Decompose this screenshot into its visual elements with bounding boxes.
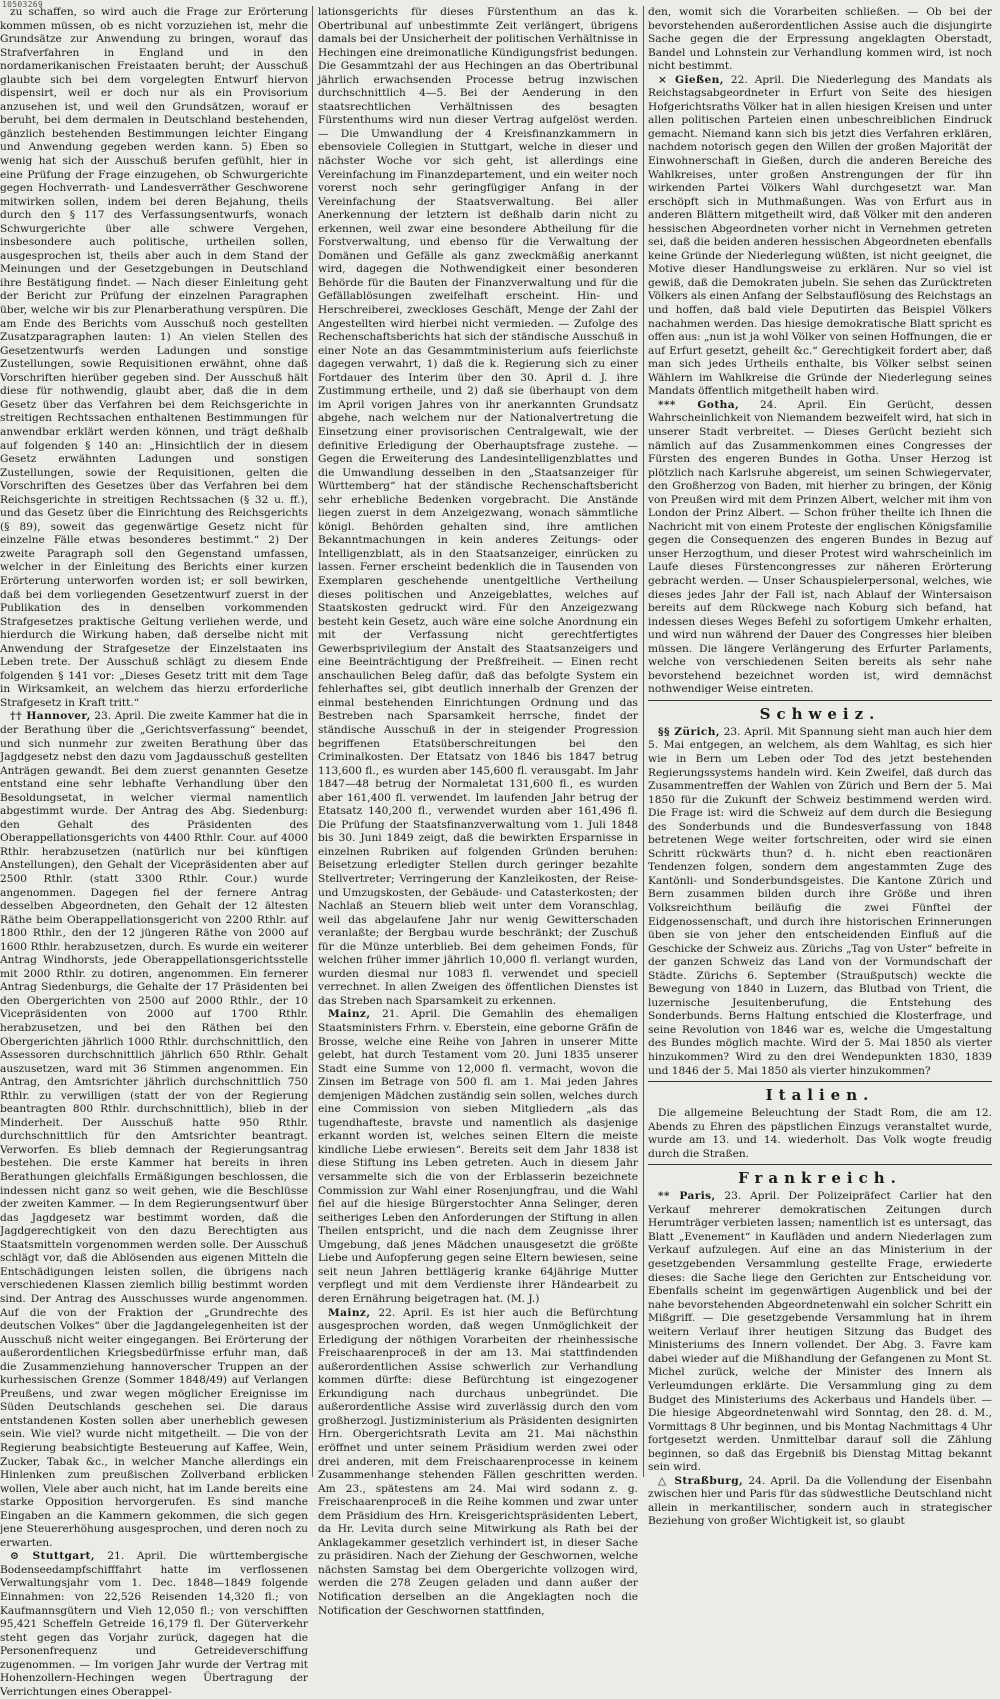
dateline: ** Paris, [658,1190,716,1203]
dateline: *** Gotha, [658,398,740,411]
dateline: ⊙ Stuttgart, [10,1550,95,1563]
column-3 [648,6,993,1528]
column-divider [312,6,313,1477]
article-text: lationsgerichts für dieses Fürstenthum an das k. Obertribunal auf unbestimmte Zeit verlängert, übrigens damals bei der Unsicherheit der politischen Verhältnisse in Hechingen eine dreimonatliche Kündigungsfrist bedungen. Die Gesammtzahl der aus Hechingen an das Obertribunal jährlich erwachsenden Processe betrug inzwischen durchschnittlich 4—5. Bei der Aenderung in den staatsrechtlichen Verhältnissen des besagten Fürstenthums wird nun dieser Vertrag aufgelöst werden. — Die Umwandlung der 4 Kreisfinanzkammern in ebensoviele Collegien in Stuttgart, welche in dieser und nächster Woche vor sich geht, ist allerdings eine Vereinfachung im Finanzdepartement, und ein weiter noch vorerst noch sehr geringfügiger Anfang in der Vereinfachung der Staatsverwaltung. Bei aller Anerkennung der letztern ist deßhalb darin nicht zu erkennen, weil zwar eine besondere Abtheilung für die Forstverwaltung, und ebenso für die Verwaltung der Domänen und Gefälle als ganz zweckmäßig anerkannt wird, dagegen die Nothwendigkeit einer besonderen Behörde für die Bauten der Finanzverwaltung und für die Gefällablösungen zweifelhaft erscheint. Hin- und Herschreiberei, zweckloses Geschäft, Menge der Zahl der Angestellten wird hierbei nicht vermieden. — Zufolge des Rechenschaftsberichts hat sich der ständische Ausschuß in einer Note an das Gesammtministerium aufs feierlichste dagegen verwahrt, 1) daß die k. Regierung sich zu einer Fortdauer des Interim über den 30. April d. J. ihre Zustimmung ertheile, und 2) daß sie überhaupt von dem im April vorigen Jahres von ihr anerkannten Grundsatz abgehe, nach welchem nur der Nationalvertretung die Einsetzung einer provisorischen Centralgewalt, wie der definitive Erledigung der Oberhauptsfrage zustehe. — Gegen die Erweiterung des Landesintelligenzblattes und die Umwandlung desselben in den „Staatsanzeiger für Württemberg“ hat der ständische Rechenschaftsbericht sehr erhebliche Bedenken vorgebracht. Die Anstände liegen zuerst in dem Anzeigezwang, wonach sämmtliche königl. Behörden gehalten sind, ihre amtlichen Bekanntmachungen in kein anderes Zeitungs- oder Intelligenzblatt, als in den Staatsanzeiger, einrücken zu lassen. Ferner erscheint bedenklich die in Tausenden von Exemplaren geschehende unentgeltliche Vertheilung dieses politischen und Anzeigeblattes, welches auf Staatskosten gedruckt wird. Für den Anzeigezwang besteht kein Gesetz, auch wäre eine solche Anordnung ein mit der Verfassung nicht gerechtfertigtes Gewerbsprivilegium der Anstalt des Staatsanzeigers und eine Beeinträchtigung der Preßfreiheit. — Einen recht anschaulichen Beleg dafür, daß das befolgte System ein fehlerhaftes sei, gibt deutlich innerhalb der Grenzen der einmal bestehenden Einrichtungen Ordnung und das Bestreben nach Sparsamkeit herrsche, findet der ständische Ausschuß in der in steigender Progression begriffenen Etatsüberschreitungen bei den Criminalkosten. Der Etatsatz von 1846 bis 1847 betrug 113,600 fl., es wurden aber 145,600 fl. verausgabt. Im Jahr 1847—48 betrug der Normaletat 131,600 fl., es wurden aber 161,400 fl. verwendet. Im laufenden Jahr betrug der Etatsatz 140,200 fl., verwendet wurden aber 161,496 fl. Die Prüfung der Staatsfinanzverwaltung vom 1. Juli 1848 bis 30. Juni 1849 zeigt, daß die bewirkten Ersparnisse in einzelnen Rubriken auf folgenden Gründen beruhen: Beisetzung erledigter Stellen durch geringer bezahlte Stellvertreter; Verringerung der Kanzleikosten, der Reise- und Umzugskosten, der Gebäude- und Catasterkosten; der Nachlaß an Steuern blieb weit unter dem Voranschlag, weil das abgelaufene Jahr nur wenig Gewitterschaden veranlaßte; der Bergbau wurde beschränkt; der Zuschuß für die Münze unterblieb. Bei dem geheimen Fonds, für welchen früher immer jährlich 10,000 fl. verlangt wurden, wurden diesmal nur 1083 fl. verwendet und speciell verrechnet. In allen Zweigen des öffentlichen Dienstes ist das Streben nach Sparsamkeit zu erkennen. [318,6,638,1007]
section-rule [648,1081,992,1082]
article-paragraph [648,6,992,74]
article-text: 21. April. Die Gemahlin des ehemaligen Staatsministers Frhrn. v. Eberstein, eine geborne Gräfin de Brosse, welche eine Reihe von Jahren in unserer Mitte gelebt, hat durch Testament vom 20. Juni 1835 unserer Stadt eine Summe von 12,000 fl. vermacht, wovon die Zinsen im Betrage von 500 fl. am 1. Mai jeden Jahres demjenigen Mädchen zuständig sein sollen, welches durch eine Commission von sieben Mitgliedern „als das tugendhafteste, bravste und namentlich als dasjenige erkannt worden ist, welches seinen Eltern die meiste kindliche Liebe erwiesen“. Bereits seit dem Jahr 1838 ist diese Stiftung ins Leben getreten. Auch in diesem Jahr versammelte sich die von der Erblasserin bezeichnete Commission zur Wahl einer Rosenjungfrau, und die Wahl fiel auf die hiesige Bürgerstochter Anna Selinger, deren seitheriges Leben den Anforderungen der Stiftung in allen Theilen entspricht, und die nach dem Zeugnisse ihrer Umgebung, daß jenes Mädchen unausgesetzt die größte Liebe und Aufopferung gegen seine Eltern bewiesen, seine seit neun Jahren bettlägerig kranke 64jährige Mutter verpflegt und mit dem Verdienste ihrer Händearbeit zu deren Ernährung beigetragen hat. (M. J.) [318,1008,638,1305]
column-2 [318,6,638,1617]
article-text: den, womit sich die Vorarbeiten schließen. — Ob bei der bevorstehenden außerordentlichen Assise auch die disjungirte Sache gegen die der Erpressung angeklagten Oberstadt, Bandel und Lohnstein zur Verhandlung kommen wird, ist noch nicht bestimmt. [648,6,992,73]
archive-stamp: 10503269 [2,0,43,9]
dateline: △ Straßburg, [658,1474,744,1487]
article-text: 21. April. Die württembergische Bodenseedampfschifffahrt hatte im verflossenen Verwaltungsjahr vom 1. Dec. 1848—1849 folgende Einnahmen: von 22,526 Reisenden 14,320 fl.; von Kaufmannsgütern und Vieh 12,050 fl.; von verschifften 95,421 Scheffeln Getreide 16,179 fl. Der Güterverkehr steht gegen das Vorjahr zurück, dagegen hat die Personenfrequenz und Getreideverschiffung zugenommen. — Im vorigen Jahr wurde der Vertrag mit Hohenzollern-Hechingen wegen Übertragung der Verrichtungen eines Oberappel- [0,1550,308,1698]
dateline: Mainz, [328,1306,371,1319]
article-paragraph [318,1307,638,1619]
article-text: 24. April. Da die Vollendung der Eisenbahn zwischen hier und Paris für das südwestliche Deutschland nicht allein in merkantilischer, sondern auch in strategischer Beziehung von großer Wichtigkeit ist, so glaubt [648,1474,992,1528]
article-paragraph [648,1107,992,1161]
columns-container [0,6,996,1698]
article-text: 23. April. Die zweite Kammer hat die in der Berathung über die „Gerichtsverfassung“ beendet, und sich nunmehr zur zweiten Berathung über das Jagdgesetz nebst den dazu vom Jagdausschuß gestellten Anträgen gewandt. Bei dem zuerst genannten Gesetze entstand eine sehr lebhafte Verhandlung über den Besoldungsetat, in welcher viermal namentlich abgestimmt wurde. Der Antrag des Abg. Siedenburg: den Gehalt des Präsidenten des Oberappellationsgerichts von 4400 Rthlr. Cour. auf 4000 Rthlr. herabzusetzen (natürlich nur bei künftigen Anstellungen), den Gehalt der Vicepräsidenten aber auf 2500 Rthlr. (statt 3300 Rthlr. Cour.) wurde angenommen. Dagegen fiel der fernere Antrag desselben Abgeordneten, den Gehalt der 12 ältesten Räthe beim Oberappellationsgericht von 2200 Rthlr. auf 1800 Rthlr., den der 12 jüngeren Räthe von 2000 auf 1600 Rthlr. herabzusetzen, durch. Es wurde ein weiterer Antrag Windhorsts, jede Oberappellationsgerichtsstelle mit 2000 Rthlr. zu dotiren, angenommen. Ein fernerer Antrag Siedenburgs, die Gehalte der 17 Präsidenten bei den Obergerichten von 2500 auf 2000 Rthlr., der 10 Vicepräsidenten von 2000 auf 1700 Rthlr. herabzusetzen, und bei den Räthen bei den Obergerichten jährlich 1000 Rthlr. durchschnittlich, den Assessoren durchschnittlich jährlich 650 Rthlr. Gehalt auszusetzen, ward mit 36 Stimmen angenommen. Ein Antrag, den Amtsrichter jährlich durchschnittlich 750 Rthlr. zu verwilligen (statt der von der Regierung beantragten 800 Rthlr. durchschnittlich), blieb in der Minderheit. Der Ausschuß hatte 950 Rthlr. durchschnittlich für den Amtsrichter beantragt. Verworfen. Es blieb demnach der Regierungsantrag bestehen. Die erste Kammer hat bereits in ihren Berathungen gleichfalls Ermäßigungen beschlossen, die indessen nicht ganz so weit gehen, wie die Beschlüsse der zweiten Kammer. — In dem Regierungsentwurf über das Jagdgesetz war bestimmt worden, daß die Jagdgerechtigkeit von den dazu Berechtigten aus Staatsmitteln vorgenommen werden solle. Der Ausschuß schlägt vor, daß die Ablösenden aus eigenen Mitteln die Entschädigungen leisten sollen, die übrigens nach verschiedenen Klassen ziemlich billig bestimmt worden sind. Der Antrag des Ausschusses wurde angenommen. Auf die von der Fraktion der „Grundrechte des deutschen Volkes“ über die Jagdangelegenheiten ist der Ausschuß nicht weiter eingegangen. Bei Erörterung der außerordentlichen Kriegsbedürfnisse erfuhr man, daß die Zusammenziehung hannoverscher Truppen an der kurhessischen Grenze (Sommer 1848/49) auf Verlangen Preußens, und zwar wegen möglicher Ereignisse im Süden Deutschlands geschehen sei. Die daraus entstandenen Kosten sollen aber unerheblich gewesen sein. Wie viel? wurde nicht mitgetheilt. — Die von der Regierung beabsichtigte Besteuerung auf Kaffee, Wein, Zucker, Tabak &c., in welcher Manche allerdings ein Hinlenken zum preußischen Zollverband erblicken wollen, Viele aber auch nicht, hat im Lande bereits eine starke Opposition hervorgerufen. Es sind manche Eingaben an die Kammern gekommen, die sich gegen jene Steuererhöhung ausgesprochen, und deren noch zu erwarten. [0,710,308,1549]
column-1 [0,6,308,1698]
article-paragraph [648,399,992,697]
article-paragraph [318,6,638,1008]
section-heading: Schweiz. [759,704,881,723]
article-paragraph [648,1190,992,1474]
article-paragraph [648,74,992,399]
dateline: × Gießen, [658,73,724,86]
article-text: 23. April. Der Polizeipräfect Carlier hat den Verkauf mehrerer demokratischen Zeitungen durch Herumträger verbieten lassen; namentlich ist es untersagt, das Blatt „Evenement“ in Kaufläden und andern Niederlagen zum Verkauf aufzulegen. Auf eine an das Ministerium in der gesetzgebenden Versammlung gestellte Frage, erwiederte dieses: die Sache liege den Gerichten zur Entscheidung vor. Ebenfalls scheint im gegenwärtigen Augenblick und bei der nahe bevorstehenden Abgeordnetenwahl ein solcher Schritt ein Mißgriff. — Die gesetzgebende Versammlung hat in ihrem weitern Verlauf ihrer heutigen Sitzung das Budget des Ministeriums des Innern vollendet. Der Abg. 3. Favre kam dabei wieder auf die Mißhandlung der Gefangenen zu Mont St. Michel zurück, welche der Minister des Innern als Verleumdungen erklärte. Die Versammlung ging zu dem Budget des Ministeriums des Ackerbaus und Handels über. — Die hiesige Abgeordnetenwahl wird Sonntag, den 28. d. M., Vormittags 8 Uhr beginnen, und bis Montag Nachmittags 4 Uhr fortgesetzt werden. Unmittelbar darauf soll die Zählung beginnen, so daß das Ergebniß bis Dienstag Mittag bekannt sein wird. [648,1190,993,1474]
article-paragraph [318,1008,638,1306]
section-rule [648,1164,992,1165]
article-paragraph [0,710,308,1550]
article-text: 23. April. Mit Spannung sieht man auch hier dem 5. Mai entgegen, an welchem, als dem Wahltag, es sich hier wie in Bern um Leben oder Tod des jetzt bestehenden Regierungssystems handeln wird. Kein Zweifel, daß durch das Zusammentreffen der Wahlen von Zürich und Bern der 5. Mai 1850 für die Zukunft der Schweiz bestimmend werden wird. Die Frage ist: wird die Schweiz auf dem durch die Besiegung des Sonderbunds und die Bundesverfassung von 1848 betretenen Wege weiter fortschreiten, oder wird sie einen Schritt rückwärts thun? d. h. nicht eben reactionären Tendenzen folgen, sondern dem angestammten Zuge des Kantönli- und Sonderbundsgeistes. Die Kantone Zürich und Bern zusammen bilden durch ihre Größe und ihren Volksreichthum beiläufig die zwei Fünftel der Eidgenossenschaft, und durch ihre historischen Erinnerungen üben sie von jeher den entscheidenden Einfluß auf die Geschicke der Schweiz aus. Zürichs „Tag von Uster“ befreite in der ganzen Schweiz das Land von der Vormundschaft der Städte. Zürichs 6. September (Straußputsch) weckte die Bewegung von 1840 in Luzern, das Blutbad von Trient, die luzernische Jesuitenberufung, die Entstehung des Sonderbunds. Berns Haltung entschied die Klosterfrage, und seine Revolution von 1846 war es, welche die Umgestaltung des Bundes möglich machte. Wird der 5. Mai 1850 als vierter hinzukommen? Wird zu den drei Wendepunkten 1830, 1839 und 1846 der 5. Mai 1850 als vierter hinzukommen? [648,725,993,1077]
article-paragraph [0,6,308,710]
article-paragraph [648,1475,992,1529]
article-text: 22. April. Die Niederlegung des Mandats als Reichstagsabgeordneter in Erfurt von Seite des hiesigen Hofgerichtsraths Völker hat in allen hiesigen Kreisen und unter allen politischen Parteien einen unbeschreiblichen Eindruck gemacht. Niemand kann sich bis jetzt dies Verfahren erklären, nachdem notorisch gegen den Willen der großen Majorität der Einwohnerschaft in Gießen, durch die anderen Bereiche des Wahlkreises, unter großen Anstrengungen der für ihn wirkenden Partei Völkers Wahl durchgesetzt war. Man erschöpft sich in Muthmaßungen. Was von Erfurt aus in anderen Blättern mitgetheilt wird, daß Völker mit den anderen hessischen Abgeordneten vorher nicht in Vernehmen getreten sei, daß die beiden anderen hessischen Abgeordneten ebenfalls keine Gründe der Niederlegung wüßten, ist nicht geeignet, die Motive dieser Handlungsweise zu erklären. Nur so viel ist gewiß, daß die Demokraten jubeln. Sie sehen das Zurücktreten Völkers als einen Anfang der Selbstauflösung des Reichstags an und hoffen, daß bald viele Deputirten das Beispiel Völkers nachahmen werden. Das hiesige demokratische Blatt spricht es offen aus: „nun ist ja wohl Völker von seinen Hoffnungen, die er auf Erfurt gesetzt, geheilt &c.“ Gerechtigkeit fordert aber, daß man sich jedes Urtheils enthalte, bis Völker selbst seinen Wählern im Wahlkreise die Gründe der Niederlegung seines Mandats öffentlich mitgetheilt haben wird. [648,73,992,398]
section-heading: Italien. [765,1086,875,1105]
dateline: Mainz, [328,1008,371,1021]
article-text: zu schaffen, so wird auch die Frage zur Erörterung kommen müssen, ob es nicht vorzuziehen ist, mehr die Grundsätze zur Anwendung zu bringen, worauf das Strafverfahren in England und in den nordamerikanischen Freistaaten beruht; der Ausschuß glaubte sich bei dem vorgelegten Entwurf hiervon dispensirt, weil er doch nur als ein Provisorium anzusehen ist, und weil den Grundsätzen, worauf er beruht, bei dem dermalen in Deutschland bestehenden, gänzlich bestehenden Bestimmungen leichter Eingang und Anwendung gegeben werden kann. 5) Eben so wenig hat sich der Ausschuß berufen gefühlt, hier in eine Prüfung der Frage einzugehen, ob Schwurgerichte gegen Hochverrath- und Landesverräther Geschworene mitwirken sollen, indem bei deren Bejahung, theils durch den § 117 des Verfassungsentwurfs, wonach Schwurgerichte über alle schwere Vergehen, insbesondere auch politische, urtheilen sollen, ausgesprochen ist, theils aber auch in dem Stand der Meinungen und der Gesetzgebungen in Deutschland ihre Bestätigung findet. — Nach dieser Einleitung geht der Bericht zur Prüfung der einzelnen Paragraphen über, welche wir bis zur Plenarberathung verspüren. Die am Ende des Berichts vom Ausschuß noch gestellten Zusatzparagraphen lauten: 1) An vielen Stellen des Gesetzentwurfs werden Ladungen und sonstige Zustellungen, sowie Requisitionen erwähnt, ohne daß Vorschriften hierüber gegeben sind. Der Ausschuß hält diese für nothwendig, glaubt aber, daß die in dem Gesetz über das Verfahren bei dem Reichsgerichte in streitigen Rechtssachen enthaltenen Bestimmungen für anwendbar erklärt werden können, und trägt deßhalb auf folgenden § 140 an: „Hinsichtlich der in diesem Gesetz erwähnten Ladungen und sonstigen Zustellungen, sowie der Requisitionen, gelten die Vorschriften des Gesetzes über das Verfahren bei dem Reichsgerichte in streitigen Rechtssachen (§ 32 u. ff.), und das Gesetz über die Einrichtung des Reichsgerichts (§ 89), soweit das gegenwärtige Gesetz nicht für einzelne Fälle etwas besonderes bestimmt.“ 2) Der zweite Paragraph soll den Gegenstand umfassen, welcher in der Einleitung des Berichts einer kurzen Erörterung unterworfen worden ist; er soll bewirken, daß bei dem vorliegenden Gesetzentwurf zuerst in der Publikation des in denselben vorkommenden Strafgesetzes praktische Geltung verliehen werde, und hierdurch die Wirkung haben, daß derselbe nicht mit Anwendung der Strafgesetze der Einzelstaaten ins Leben trete. Der Ausschuß schlägt zu diesem Ende folgenden § 141 vor: „Dieses Gesetz tritt mit dem Tage in Wirksamkeit, an welchem das hierzu erforderliche Strafgesetz in Kraft tritt.“ [0,6,308,709]
dateline: §§ Zürich, [658,725,720,738]
article-text: 22. April. Es ist hier auch die Befürchtung ausgesprochen worden, daß wegen Unmöglichkeit der Erledigung der nöthigen Vorarbeiten der rheinhessische Freischaarenproceß in der am 13. Mai stattfindenden außerordentlichen Assise schwerlich zur Verhandlung kommen dürfte: diese Befürchtung ist eingezogener Erkundigung nach durchaus unbegründet. Die außerordentliche Assise wird zuverlässig durch den vom großherzogl. Justizministerium als Präsidenten designirten Hrn. Obergerichtsrath Levita am 21. Mai nächsthin eröffnet und unter seinem Präsidium werden zwei oder drei anderen, mit dem Freischaarenprocesse in keinem Zusammenhange stehenden Fällen geschritten werden. Am 23., spätestens am 24. Mai wird sodann z. g. Freischaarenproceß in die Reihe kommen und zwar unter dem Präsidium des Hrn. Kreisgerichtspräsidenten Lebert, da Hr. Levita durch seine Mitwirkung als Rath bei der Anklagekammer gesetzlich verhindert ist, in dieser Sache zu präsidiren. Nach der Ziehung der Geschwornen, welche nächsten Samstag bei dem Obergerichte vollzogen wird, werden die 278 Zeugen geladen und dann außer der Notification derselben an die Angeklagten noch die Notification der Geschwornen stattfinden, [318,1306,638,1617]
section-rule [648,700,992,701]
article-text: Die allgemeine Beleuchtung der Stadt Rom, die am 12. Abends zu Ehren des päpstlichen Einzugs veranstaltet wurde, wurde am 13. und 14. wiederholt. Das Volk wogte freudig durch die Straßen. [648,1107,992,1160]
column-divider [643,6,644,1477]
article-paragraph [648,726,992,1078]
section-heading: Frankreich. [738,1169,902,1188]
dateline: †† Hannover, [10,710,91,723]
article-text: 24. April. Ein Gerücht, dessen Wahrscheinlichkeit von Niemandem bezweifelt wird, hat sich in unserer Stadt verbreitet. — Dieses Gerücht bezieht sich nämlich auf das Zusammenkommen eines Congresses der Fürsten des engeren Bundes in Gotha. Unser Herzog ist plötzlich nach Karlsruhe abgereist, um seinen Schwiegervater, den Großherzog von Baden, mit hierher zu bringen, der König von Preußen wird mit dem Prinzen Albert, welcher mit ihm von London der Prinz Albert. — Schon früher theilte ich Ihnen die Nachricht mit von einem Proteste der englischen Königsfamilie gegen die Consequenzen des engeren Bundes in Bezug auf unser Herzogthum, und dieser Protest wird wahrscheinlich im Laufe dieses Fürstencongresses zur näheren Erörterung gebracht werden. — Unser Schauspielerpersonal, welches, wie dieses jedes Jahr der Fall ist, nach Ablauf der Wintersaison bereits auf dem Rückwege nach Koburg sich befand, hat indessen dieses Weges Befehl zu sofortigem Umkehr erhalten, und wird nun während der Dauer des Congresses hier bleiben müssen. Die längere Verlängerung des Erfurter Parlaments, welche von verschiedenen Seiten bereits als sehr nahe bevorstehend bezeichnet worden ist, wird demnächst nothwendiger Weise eintreten. [648,398,992,696]
article-paragraph [0,1550,308,1699]
